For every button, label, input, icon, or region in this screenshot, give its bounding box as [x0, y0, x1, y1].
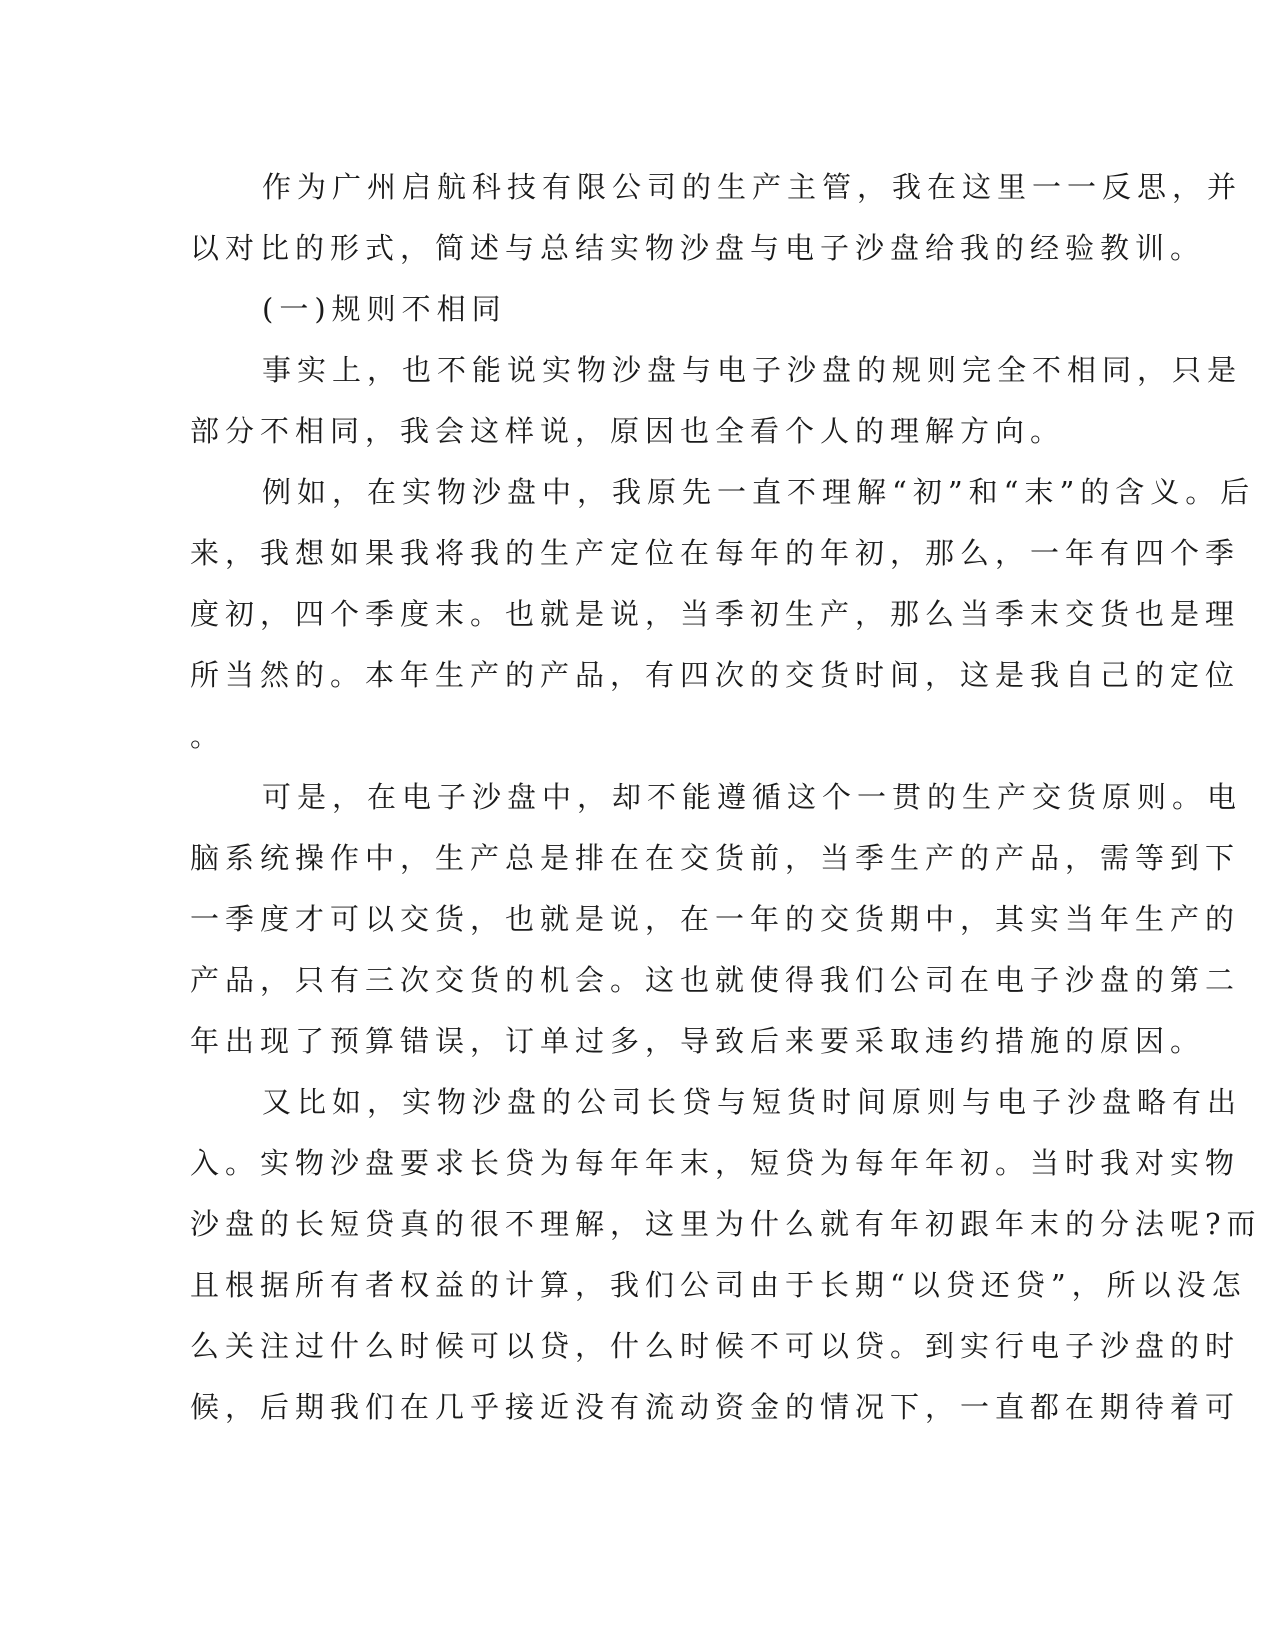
text-line-13: 一季度才可以交货，也就是说，在一年的交货期中，其实当年生产的 [190, 902, 1241, 936]
body-text [190, 157, 1262, 1438]
text-line-21: 候，后期我们在几乎接近没有流动资金的情况下，一直都在期待着可 [190, 1390, 1241, 1424]
text-line-1: 作为广州启航科技有限公司的生产主管，我在这里一一反思，并 [262, 170, 1243, 204]
text-line-5: 部分不相同，我会这样说，原因也全看个人的理解方向。 [190, 414, 1066, 448]
text-line-11: 可是，在电子沙盘中，却不能遵循这个一贯的生产交货原则。电 [262, 780, 1243, 814]
text-line-16: 又比如，实物沙盘的公司长贷与短货时间原则与电子沙盘略有出 [262, 1085, 1243, 1119]
text-line-6: 例如，在实物沙盘中，我原先一直不理解“初”和“末”的含义。后 [262, 475, 1256, 509]
text-line-10: 。 [190, 719, 226, 753]
text-line-9: 所当然的。本年生产的产品，有四次的交货时间，这是我自己的定位 [190, 658, 1241, 692]
text-line-17: 入。实物沙盘要求长贷为每年年末，短贷为每年年初。当时我对实物 [190, 1146, 1241, 1180]
text-line-14: 产品，只有三次交货的机会。这也就使得我们公司在电子沙盘的第二 [190, 963, 1241, 997]
text-line-4: 事实上，也不能说实物沙盘与电子沙盘的规则完全不相同，只是 [262, 353, 1243, 387]
text-line-7: 来，我想如果我将我的生产定位在每年的年初，那么，一年有四个季 [190, 536, 1241, 570]
section-heading: (一)规则不相同 [262, 292, 507, 326]
text-line-18: 沙盘的长短贷真的很不理解，这里为什么就有年初跟年末的分法呢?而 [190, 1207, 1262, 1241]
text-line-19: 且根据所有者权益的计算，我们公司由于长期“以贷还贷”，所以没怎 [190, 1268, 1247, 1302]
text-line-20: 么关注过什么时候可以贷，什么时候不可以贷。到实行电子沙盘的时 [190, 1329, 1241, 1363]
text-line-2: 以对比的形式，简述与总结实物沙盘与电子沙盘给我的经验教训。 [190, 231, 1206, 265]
text-line-8: 度初，四个季度末。也就是说，当季初生产，那么当季末交货也是理 [190, 597, 1241, 631]
text-line-12: 脑系统操作中，生产总是排在在交货前，当季生产的产品，需等到下 [190, 841, 1241, 875]
text-line-15: 年出现了预算错误，订单过多，导致后来要采取违约措施的原因。 [190, 1024, 1206, 1058]
